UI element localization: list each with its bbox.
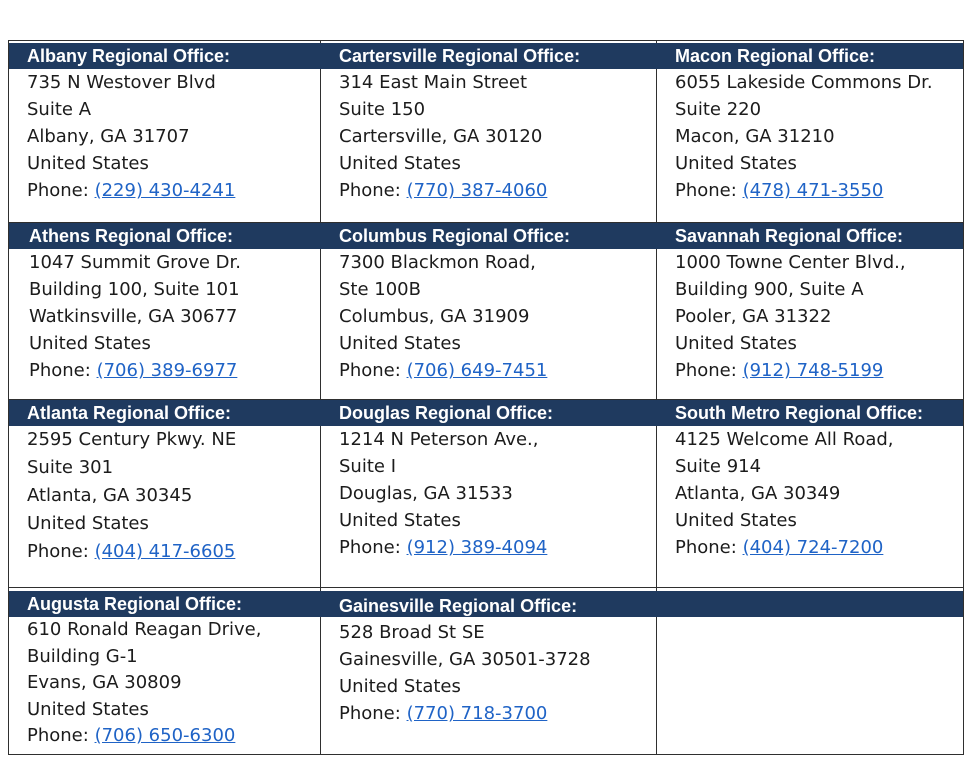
office-cell-gainesville bbox=[339, 593, 591, 727]
office-address bbox=[675, 249, 906, 384]
phone-label: Phone: bbox=[339, 703, 401, 724]
address-line: Macon, GA 31210 bbox=[675, 126, 835, 147]
office-cell-south-metro bbox=[675, 400, 923, 561]
phone-label: Phone: bbox=[27, 541, 89, 562]
office-cell-savannah bbox=[675, 223, 906, 384]
phone-link[interactable]: (912) 748-5199 bbox=[742, 360, 884, 381]
office-address bbox=[339, 619, 591, 727]
office-title: Augusta Regional Office: bbox=[27, 594, 243, 614]
address-line: United States bbox=[339, 510, 461, 531]
phone-label: Phone: bbox=[27, 180, 89, 201]
address-line: 528 Broad St SE bbox=[339, 622, 485, 643]
address-line: United States bbox=[675, 153, 797, 174]
phone-line bbox=[339, 177, 580, 204]
address-line: 2595 Century Pkwy. NE bbox=[27, 429, 237, 450]
phone-line bbox=[27, 538, 236, 566]
office-cell-douglas bbox=[339, 400, 553, 561]
phone-line bbox=[675, 357, 906, 384]
phone-link[interactable]: (404) 417-6605 bbox=[94, 541, 236, 562]
address-line: Cartersville, GA 30120 bbox=[339, 126, 543, 147]
office-cell-atlanta bbox=[27, 400, 236, 566]
office-cell-albany bbox=[27, 43, 235, 204]
address-line: 610 Ronald Reagan Drive, bbox=[27, 619, 262, 640]
address-line: 1214 N Peterson Ave., bbox=[339, 429, 539, 450]
address-line: Suite I bbox=[339, 456, 396, 477]
office-address bbox=[27, 617, 261, 750]
address-line: 735 N Westover Blvd bbox=[27, 72, 216, 93]
address-line: United States bbox=[339, 676, 461, 697]
office-address bbox=[27, 426, 236, 566]
address-line: Columbus, GA 31909 bbox=[339, 306, 530, 327]
office-address bbox=[675, 426, 923, 561]
office-address bbox=[29, 249, 241, 384]
address-line: Suite A bbox=[27, 99, 92, 120]
office-title: Athens Regional Office: bbox=[29, 226, 234, 246]
address-line: Albany, GA 31707 bbox=[27, 126, 190, 147]
phone-label: Phone: bbox=[29, 360, 91, 381]
phone-link[interactable]: (404) 724-7200 bbox=[742, 537, 884, 558]
address-line: 4125 Welcome All Road, bbox=[675, 429, 894, 450]
phone-link[interactable]: (706) 389-6977 bbox=[96, 360, 238, 381]
office-cell-athens bbox=[29, 223, 241, 384]
office-title: Macon Regional Office: bbox=[675, 46, 876, 66]
office-title: Albany Regional Office: bbox=[27, 46, 231, 66]
address-line: United States bbox=[675, 510, 797, 531]
address-line: 1000 Towne Center Blvd., bbox=[675, 252, 906, 273]
phone-label: Phone: bbox=[339, 360, 401, 381]
phone-line bbox=[675, 534, 923, 561]
phone-label: Phone: bbox=[339, 537, 401, 558]
address-line: United States bbox=[675, 333, 797, 354]
address-line: United States bbox=[27, 513, 149, 534]
address-line: 1047 Summit Grove Dr. bbox=[29, 252, 241, 273]
phone-label: Phone: bbox=[675, 180, 737, 201]
address-line: Pooler, GA 31322 bbox=[675, 306, 832, 327]
office-title: Atlanta Regional Office: bbox=[27, 403, 232, 423]
address-line: Atlanta, GA 30349 bbox=[675, 483, 841, 504]
address-line: United States bbox=[27, 153, 149, 174]
regional-offices-table bbox=[8, 40, 964, 755]
address-line: Building G-1 bbox=[27, 645, 138, 667]
row-divider bbox=[9, 587, 963, 588]
column-divider bbox=[320, 41, 321, 754]
address-line: United States bbox=[339, 153, 461, 174]
phone-line bbox=[339, 700, 591, 727]
address-line: United States bbox=[27, 698, 149, 720]
address-line: Suite 301 bbox=[27, 457, 114, 478]
address-line: Building 100, Suite 101 bbox=[29, 279, 240, 300]
address-line: 314 East Main Street bbox=[339, 72, 528, 93]
phone-label: Phone: bbox=[27, 725, 89, 746]
address-line: Suite 914 bbox=[675, 456, 762, 477]
phone-line bbox=[339, 534, 553, 561]
office-title: Columbus Regional Office: bbox=[339, 226, 571, 246]
phone-line bbox=[339, 357, 570, 384]
phone-link[interactable]: (706) 650-6300 bbox=[94, 725, 236, 746]
phone-label: Phone: bbox=[675, 360, 737, 381]
office-title: Douglas Regional Office: bbox=[339, 403, 554, 423]
address-line: Atlanta, GA 30345 bbox=[27, 485, 193, 506]
address-line: Ste 100B bbox=[339, 279, 421, 300]
address-line: Suite 220 bbox=[675, 99, 762, 120]
address-line: United States bbox=[339, 333, 461, 354]
office-title: South Metro Regional Office: bbox=[675, 403, 924, 423]
phone-line bbox=[27, 723, 261, 750]
address-line: Gainesville, GA 30501-3728 bbox=[339, 649, 591, 670]
address-line: 6055 Lakeside Commons Dr. bbox=[675, 72, 933, 93]
office-address bbox=[675, 69, 933, 204]
office-cell-macon bbox=[675, 43, 933, 204]
phone-line bbox=[675, 177, 933, 204]
address-line: 7300 Blackmon Road, bbox=[339, 252, 536, 273]
phone-link[interactable]: (478) 471-3550 bbox=[742, 180, 884, 201]
address-line: Building 900, Suite A bbox=[675, 279, 864, 300]
address-line: Douglas, GA 31533 bbox=[339, 483, 513, 504]
column-divider bbox=[656, 41, 657, 754]
phone-link[interactable]: (770) 718-3700 bbox=[406, 703, 548, 724]
office-title: Cartersville Regional Office: bbox=[339, 46, 581, 66]
office-address bbox=[339, 249, 570, 384]
phone-label: Phone: bbox=[675, 537, 737, 558]
phone-link[interactable]: (770) 387-4060 bbox=[406, 180, 548, 201]
address-line: Watkinsville, GA 30677 bbox=[29, 306, 238, 327]
office-cell-augusta bbox=[27, 591, 261, 750]
address-line: Suite 150 bbox=[339, 99, 426, 120]
address-line: United States bbox=[29, 333, 151, 354]
office-address bbox=[339, 69, 580, 204]
phone-line bbox=[29, 357, 241, 384]
office-address bbox=[339, 426, 553, 561]
office-cell-columbus bbox=[339, 223, 570, 384]
phone-link[interactable]: (229) 430-4241 bbox=[94, 180, 236, 201]
phone-line bbox=[27, 177, 235, 204]
office-title: Savannah Regional Office: bbox=[675, 226, 904, 246]
office-cell-cartersville bbox=[339, 43, 580, 204]
phone-link[interactable]: (912) 389-4094 bbox=[406, 537, 548, 558]
phone-link[interactable]: (706) 649-7451 bbox=[406, 360, 548, 381]
address-line: Evans, GA 30809 bbox=[27, 672, 182, 693]
office-title: Gainesville Regional Office: bbox=[339, 596, 578, 616]
office-address bbox=[27, 69, 235, 204]
phone-label: Phone: bbox=[339, 180, 401, 201]
